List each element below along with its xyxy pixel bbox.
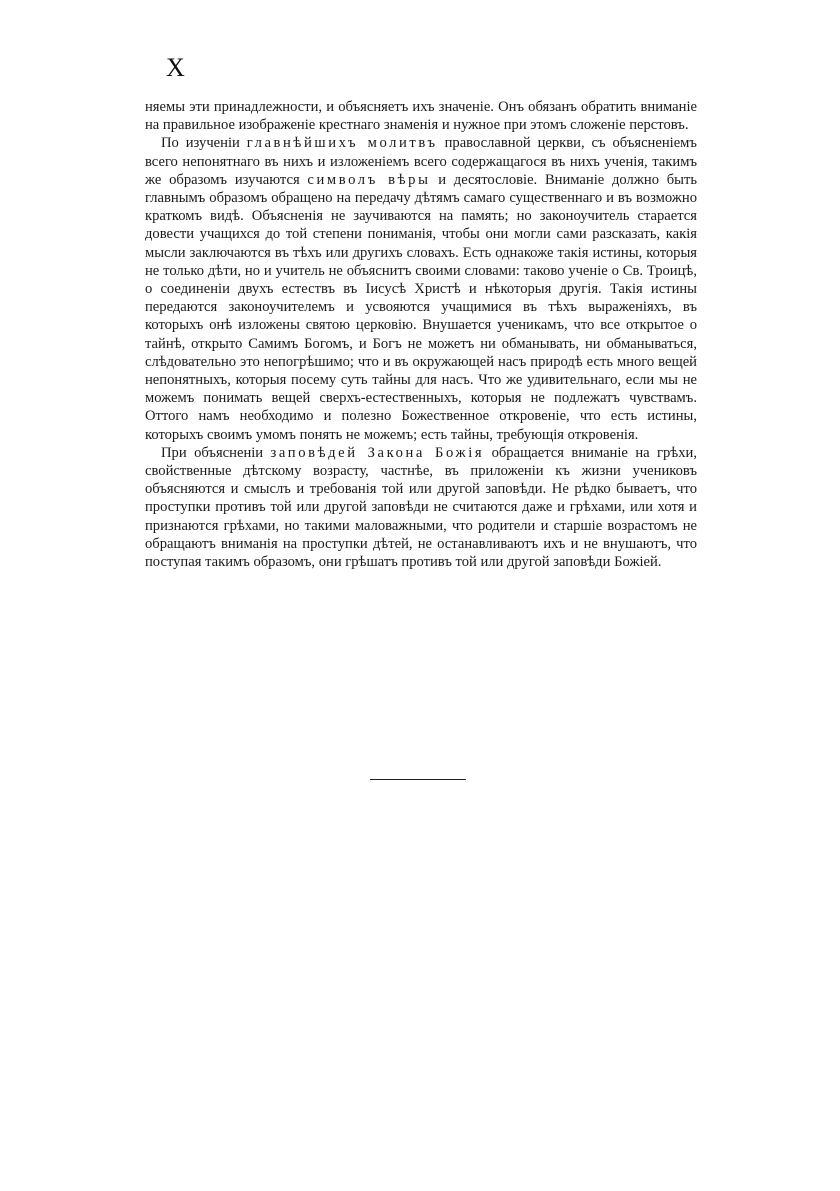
spaced-emphasis: символъ вѣры bbox=[307, 171, 431, 188]
spaced-emphasis: заповѣдей Закона Божія bbox=[270, 444, 485, 461]
paragraph-text: и десятословіе. Вниманіе должно быть главнымъ образомъ обращено на передачу дѣтямъ самаго существеннаго и въ возможно краткомъ видѣ. Объясненія не заучиваются на память; но законоучитель старается довести учащихся до той степени пониманія, чтобы они могли сами разсказать, какія мысли заключаются въ тѣхъ или другихъ словахъ. Есть однакоже такія истины, которыя не только дѣти, но и учитель не объяснитъ своими словами: таково ученіе о Св. Троицѣ, о соединеніи двухъ естествъ въ Іисусѣ Христѣ и нѣкоторыя другія. Такія истины передаются законоучителемъ и усвояются учащимися въ тѣхъ выраженіяхъ, въ которыхъ онѣ изложены святою церковію. Внушается ученикамъ, что все открытое о тайнѣ, открыто Самимъ Богомъ, и Богъ не можетъ ни обманывать, ни обманываться, слѣдовательно это непогрѣшимо; что и въ окружающей насъ природѣ есть много вещей непонятныхъ, которыя посему суть тайны для насъ. Что же удивительнаго, если мы не можемъ понимать вещей сверхъ-естественныхъ, которыя не подлежатъ чувствамъ. Оттого намъ необходимо и полезно Божественное откровеніе, что есть истины, которыхъ своимъ умомъ понять не можемъ; есть тайны, требующія откровенія. bbox=[145, 171, 697, 443]
section-end-rule bbox=[370, 779, 466, 780]
body-text bbox=[145, 98, 697, 571]
paragraph-text: обращается вниманіе на грѣхи, свойственные дѣтскому возрасту, частнѣе, въ приложеніи къ жизни учениковъ объясняются и смыслъ и требованія той или другой заповѣди. Не рѣдко бываетъ, что проступки противъ той или другой заповѣди не считаются даже и грѣхами, или хотя и признаются грѣхами, но такими маловажными, что родители и старшіе возрастомъ не обращаютъ вниманія на проступки дѣтей, не останавливаютъ ихъ и не внушаютъ, что поступая такимъ образомъ, они грѣшатъ противъ той или другой заповѣди Божіей. bbox=[145, 444, 697, 571]
paragraph-2 bbox=[145, 134, 697, 443]
paragraph-text: При объясненіи bbox=[161, 444, 271, 461]
paragraph-text: няемы эти принадлежности, и объясняетъ ихъ значеніе. Онъ обязанъ обратить вниманіе на правильное изображеніе крестнаго знаменія и нужное при этомъ сложеніе перстовъ. bbox=[145, 99, 697, 134]
paragraph-text: православной церкви, съ объясненіемъ всего непонятнаго въ нихъ и изложеніемъ всего содержащагося въ нихъ ученія, такимъ же образомъ изучаются bbox=[145, 135, 697, 188]
paragraph-text: По изученіи bbox=[161, 135, 247, 152]
paragraph-3 bbox=[145, 444, 697, 571]
spaced-emphasis: главнѣйшихъ молитвъ bbox=[246, 135, 438, 152]
page-number: X bbox=[166, 53, 185, 82]
paragraph-1 bbox=[145, 98, 697, 134]
